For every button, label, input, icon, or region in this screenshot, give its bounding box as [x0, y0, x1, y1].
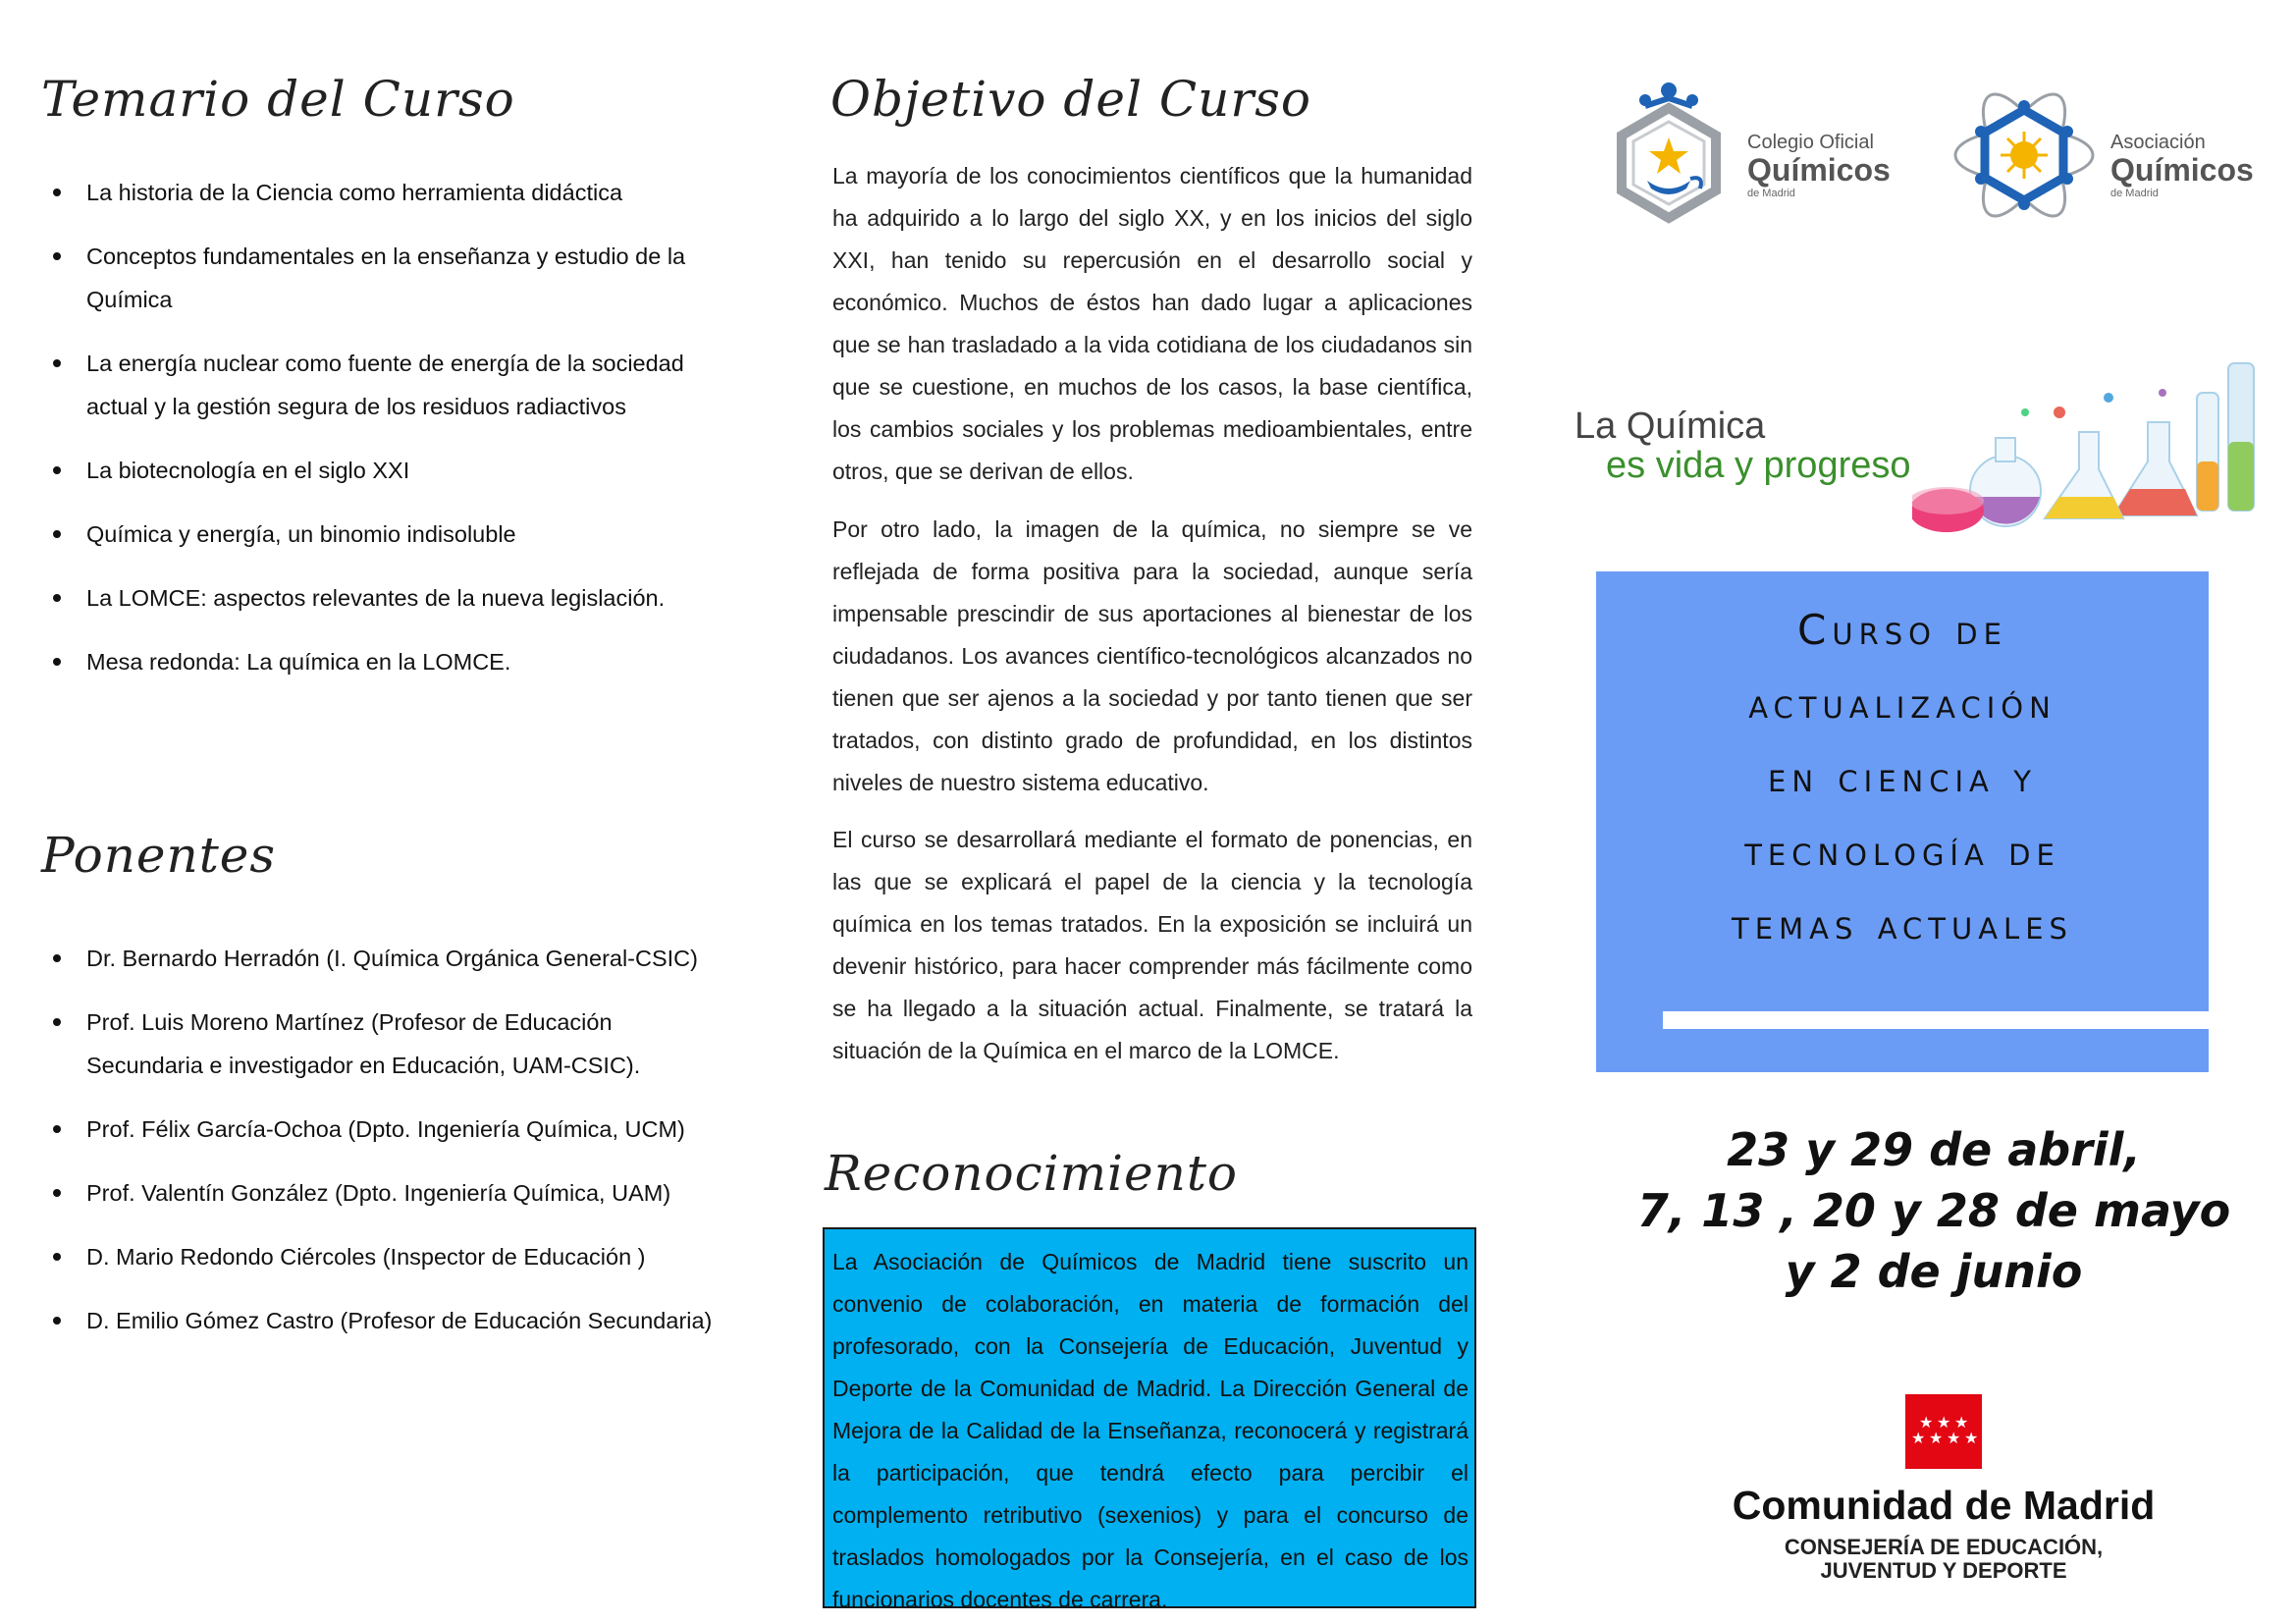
- ponentes-list-item: Prof. Valentín González (Dpto. Ingeniería Química, UAM): [41, 1171, 719, 1215]
- course-title: [1596, 593, 2209, 961]
- svg-text:★: ★: [1919, 1413, 1934, 1432]
- course-title-line3: en ciencia y: [1768, 753, 2037, 801]
- temario-list-item: La biotecnología en el siglo XXI: [41, 449, 719, 492]
- ponentes-list-item: D. Emilio Gómez Castro (Profesor de Educación Secundaria): [41, 1299, 719, 1342]
- course-dates: [1610, 1119, 2258, 1302]
- quimica-tagline: [1575, 406, 1911, 485]
- reconocimiento-box: [823, 1227, 1476, 1612]
- temario-list-item: Conceptos fundamentales en la enseñanza y estudio de la Química: [41, 235, 719, 321]
- madrid-name: Comunidad de Madrid: [1732, 1483, 2156, 1528]
- temario-heading: Temario del Curso: [41, 71, 515, 128]
- temario-list-item: Química y energía, un binomio indisoluble: [41, 513, 719, 556]
- temario-list-item: La LOMCE: aspectos relevantes de la nueva legislación.: [41, 576, 719, 620]
- temario-list-item: Mesa redonda: La química en la LOMCE.: [41, 640, 719, 683]
- temario-list-item: La historia de la Ciencia como herramienta didáctica: [41, 171, 719, 214]
- course-title-line5: temas actuales: [1732, 900, 2073, 948]
- course-title-box: [1596, 571, 2209, 1072]
- course-title-line4: tecnología de: [1744, 827, 2060, 875]
- colegio-logo-line2: Químicos: [1747, 152, 1891, 188]
- asociacion-logo-line1: Asociación: [2110, 132, 2206, 153]
- madrid-dept-line2: JUVENTUD Y DEPORTE: [1820, 1558, 2067, 1583]
- ponentes-heading: Ponentes: [41, 827, 277, 884]
- ponentes-list: [41, 937, 719, 1363]
- objetivo-paragraph-1: La mayoría de los conocimientos científicos que la humanidad ha adquirido a lo largo del siglo XX, y en los inicios del siglo XXI, han tenido su repercusión en el desarrollo social y económico. Muchos de éstos han dado lugar a aplicaciones que se han trasladado a la vida cotidiana de los ciudadanos sin que se cuestione, en muchos de los casos, la base científica, los cambios sociales y los problemas medioambientales, entre otros, que se derivan de ellos.: [832, 163, 1472, 484]
- title-divider: [1663, 1011, 2209, 1029]
- colegio-quimicos-logo: [1610, 77, 1904, 234]
- colegio-logo-line1: Colegio Oficial: [1747, 132, 1874, 153]
- asociacion-logo-line3: de Madrid: [2110, 188, 2159, 199]
- svg-text:★: ★: [1947, 1429, 1961, 1447]
- colegio-hexagon-icon: [1610, 77, 1728, 234]
- flasks-illustration-icon: [1912, 353, 2285, 540]
- reconocimiento-heading: Reconocimiento: [825, 1145, 1239, 1202]
- ponentes-list-item: D. Mario Redondo Ciércoles (Inspector de Educación ): [41, 1235, 719, 1278]
- madrid-dept-line1: CONSEJERÍA DE EDUCACIÓN,: [1784, 1535, 2104, 1559]
- temario-list-item: La energía nuclear como fuente de energía de la sociedad actual y la gestión segura de los residuos radiactivos: [41, 342, 719, 428]
- objetivo-paragraph-3: El curso se desarrollará mediante el formato de ponencias, en las que se explicará el papel de la ciencia y la tecnología química en los temas tratados. En la exposición se incluirá un devenir histórico, para hacer comprender más fácilmente como se ha llegado a la situación actual. Finalmente, se tratará la situación de la Química en el marco de la LOMCE.: [832, 827, 1472, 1063]
- objetivo-paragraph-2: Por otro lado, la imagen de la química, no siempre se ve reflejada de forma positiva para la sociedad, aunque sería impensable prescindir de sus aportaciones al bienestar de los ciudadanos. Los avances científico-tecnológicos alcanzados no tienen que ser ajenos a la sociedad y por tanto tienen que ser tratados, con distinto grado de profundidad, en los distintos niveles de nuestro sistema educativo.: [832, 516, 1472, 795]
- svg-text:★: ★: [1937, 1413, 1951, 1432]
- ponentes-list-item: Prof. Félix García-Ochoa (Dpto. Ingeniería Química, UCM): [41, 1108, 719, 1151]
- svg-text:★: ★: [1964, 1429, 1979, 1447]
- ponentes-list-item: Prof. Luis Moreno Martínez (Profesor de Educación Secundaria e investigador en Educación, UAM-CSIC).: [41, 1001, 719, 1087]
- svg-text:★: ★: [1929, 1429, 1944, 1447]
- temario-list: [41, 171, 719, 704]
- asociacion-atom-icon: [1953, 77, 2101, 234]
- course-title-line1: Curso de: [1797, 606, 2007, 654]
- asociacion-quimicos-logo: [1953, 77, 2268, 234]
- tagline-line1: La Química: [1575, 406, 1766, 447]
- colegio-logo-line3: de Madrid: [1747, 188, 1795, 199]
- dates-line1: 23 y 29 de abril,: [1727, 1123, 2141, 1176]
- dates-line3: y 2 de junio: [1785, 1245, 2083, 1298]
- svg-text:★: ★: [1911, 1429, 1926, 1447]
- tagline-line2: es vida y progreso: [1606, 445, 1911, 486]
- svg-text:★: ★: [1954, 1413, 1969, 1432]
- reconocimiento-text: La Asociación de Químicos de Madrid tiene suscrito un convenio de colaboración, en materia de formación del profesorado, con la Consejería de Educación, Juventud y Deporte de la Comunidad de Madrid. La Dirección General de Mejora de la Calidad de la Enseñanza, reconocerá y registrará la participación, que tendrá efecto para percibir el complemento retributivo (sexenios) y para el concurso de traslados homologados por la Consejería, en el caso de los funcionarios docentes de carrera.: [832, 1249, 1468, 1612]
- ponentes-list-item: Dr. Bernardo Herradón (I. Química Orgánica General-CSIC): [41, 937, 719, 980]
- comunidad-madrid-logo: [1698, 1394, 2189, 1583]
- course-title-line2: actualización: [1748, 679, 2056, 728]
- asociacion-logo-line2: Químicos: [2110, 152, 2254, 188]
- madrid-stars-flag-icon: [1905, 1394, 1982, 1469]
- dates-line2: 7, 13 , 20 y 28 de mayo: [1636, 1184, 2231, 1237]
- objetivo-heading: Objetivo del Curso: [830, 71, 1312, 128]
